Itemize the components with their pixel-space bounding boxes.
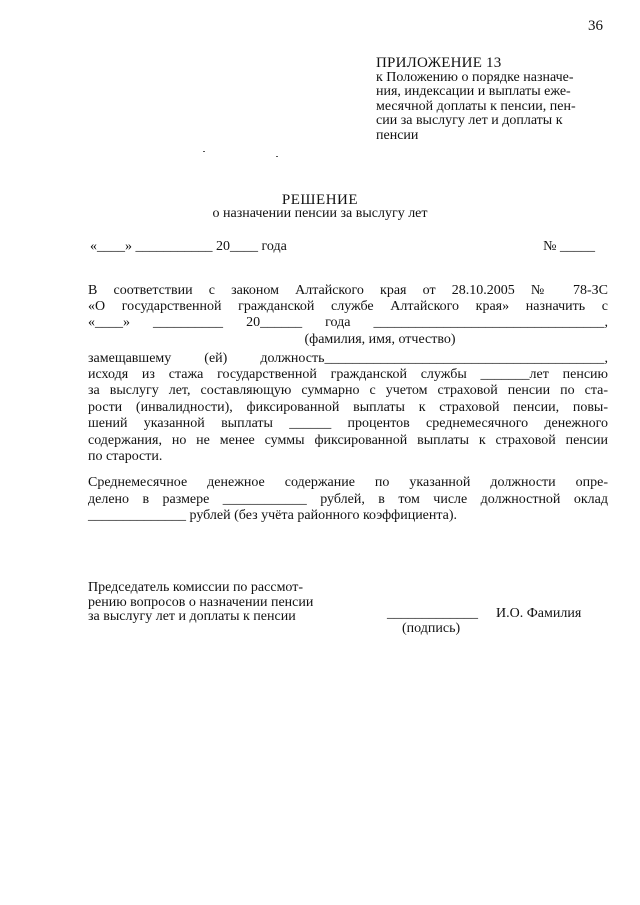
scan-speck <box>276 156 278 157</box>
body-line: делено в размере ____________ рублей, в том числе должностной оклад <box>88 492 608 507</box>
appendix-line: ния, индексации и выплаты еже- <box>376 84 571 99</box>
signatory-line: Председатель комиссии по рассмот- <box>88 580 304 595</box>
appendix-line: сии за выслугу лет и доплаты к <box>376 113 563 128</box>
date-line: «____» ___________ 20____ года <box>90 239 287 254</box>
signatory-line: рению вопросов о назначении пенсии <box>88 594 314 610</box>
body-line: В соответствии с законом Алтайского края от 28.10.2005 № 78-ЗС <box>88 283 608 298</box>
appendix-block <box>376 56 606 143</box>
body-line: замещавшему (ей) должность________________________________________, <box>88 351 608 366</box>
signatory-line: за выслугу лет и доплаты к пенсии <box>88 609 296 624</box>
body-line: по старости. <box>88 449 163 464</box>
body-line: за выслугу лет, составляющую суммарно с учетом страховой пенсии по ста- <box>88 383 608 398</box>
signature-caption: (подпись) <box>402 621 461 636</box>
body-line: ______________ рублей (без учёта районного коэффициента). <box>88 508 458 523</box>
appendix-line: к Положению о порядке назначе- <box>376 69 574 85</box>
body-line: «____» __________ 20______ года _________________________________, <box>88 315 608 330</box>
body-line: содержания, но не менее суммы фиксированной выплаты к страховой пенсии <box>88 433 608 448</box>
body-line: «О государственной гражданской службе Алтайского края» назначить с <box>88 299 608 314</box>
appendix-heading: ПРИЛОЖЕНИЕ 13 <box>376 55 502 71</box>
body-line: Среднемесячное денежное содержание по указанной должности опре- <box>88 475 608 490</box>
signatory-name: И.О. Фамилия <box>496 606 582 621</box>
body-line: исходя из стажа государственной гражданской службы _______лет пенсию <box>88 367 608 382</box>
body-line: рости (инвалидности), фиксированной выплаты к страховой пенсии, повы- <box>88 400 608 415</box>
document-subtitle: о назначении пенсии за выслугу лет <box>212 206 428 221</box>
signatory-position <box>88 581 350 625</box>
appendix-line: пенсии <box>376 127 419 143</box>
fio-caption: (фамилия, имя, отчество) <box>304 332 456 347</box>
appendix-line: месячной доплаты к пенсии, пен- <box>376 98 576 114</box>
number-line: № _____ <box>543 239 595 254</box>
signature-blank: _____________ <box>387 606 478 621</box>
date-number-row <box>90 239 595 255</box>
body-line: шений указанной выплаты ______ процентов среднемесячного денежного <box>88 416 608 431</box>
document-title: РЕШЕНИЕ <box>281 192 359 208</box>
page-number: 36 <box>588 18 603 34</box>
scan-speck <box>203 151 205 152</box>
